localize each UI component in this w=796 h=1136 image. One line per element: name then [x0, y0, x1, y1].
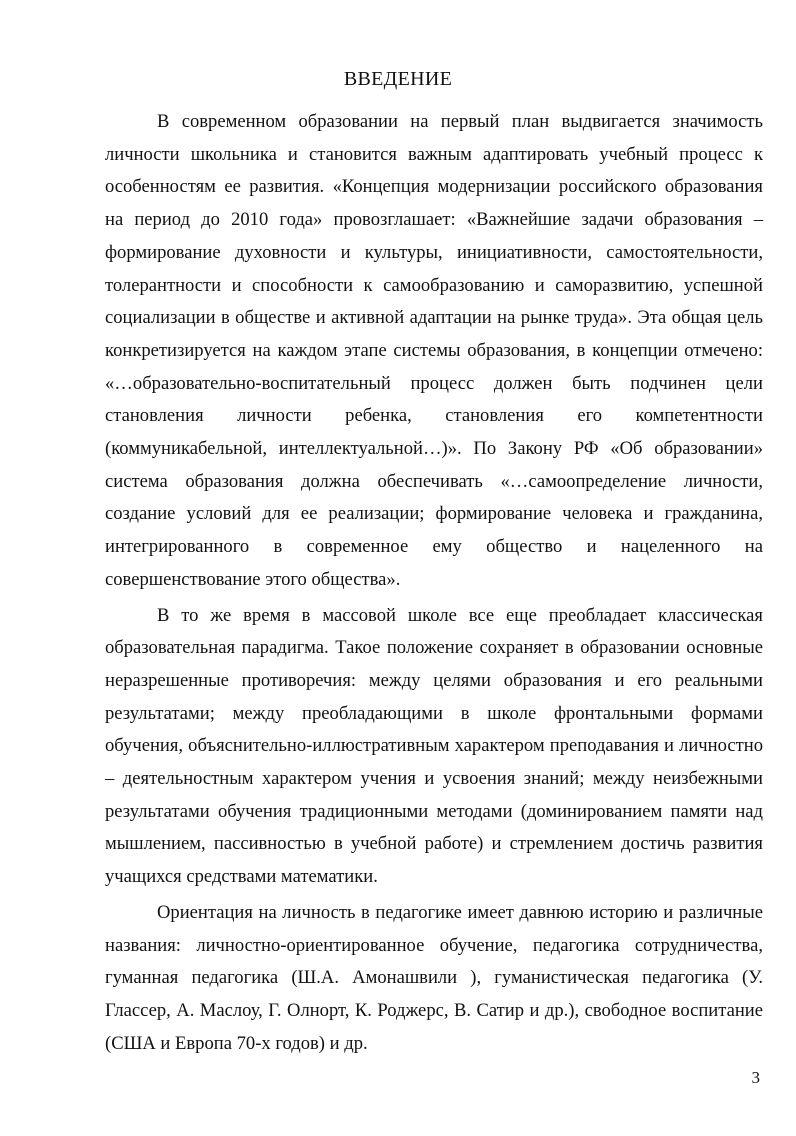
paragraph-3: Ориентация на личность в педагогике имеет давнюю историю и различные названия: личностно-ориентированное обучение, педагогика сотрудничества, гуманная педагогика (Ш.А. Амонашвили ), гуманистическая педагогика (У. Глассер, А. Маслоу, Г. Олнорт, К. Роджерс, В. Сатир и др.), свободное воспитание (США и Европа 70-х годов) и др. — [105, 901, 763, 1054]
paragraph-1: В современном образовании на первый план выдвигается значимость личности школьника и становится важным адаптировать учебный процесс к особенностям ее развития. «Концепция модернизации российского образования на период до 2010 года» провозглашает: «Важнейшие задачи образования – формирование духовности и культуры, инициативности, самостоятельности, толерантности и способности к самообразованию и саморазвитию, успешной социализации в обществе и активной адаптации на рынке труда». Эта общая цель конкретизируется на каждом этапе системы образования, в концепции отмечено: «…образовательно-воспитательный процесс должен быть подчинен цели становления личности ребенка, становления его компетентности (коммуникабельной, интеллектуальной…)». По Закону РФ «Об образовании» система образования должна обеспечивать «…самоопределение личности, создание условий для ее реализации; формирование человека и гражданина, интегрированного в современное ему общество и нацеленного на совершенствование этого общества». — [105, 111, 763, 590]
body-text — [105, 106, 763, 1060]
paragraph-2: В то же время в массовой школе все еще преобладает классическая образовательная парадигма. Такое положение сохраняет в образовании основные неразрешенные противоречия: между целями образования и его реальными результатами; между преобладающими в школе фронтальными формами обучения, объяснительно-иллюстративным характером преподавания и личностно – деятельностным характером учения и усвоения знаний; между неизбежными результатами обучения традиционными методами (доминированием памяти над мышлением, пассивностью в учебной работе) и стремлением достичь развития учащихся средствами математики. — [105, 604, 763, 888]
page-title: ВВЕДЕНИЕ — [343, 68, 453, 90]
page-number: 3 — [751, 1068, 760, 1087]
